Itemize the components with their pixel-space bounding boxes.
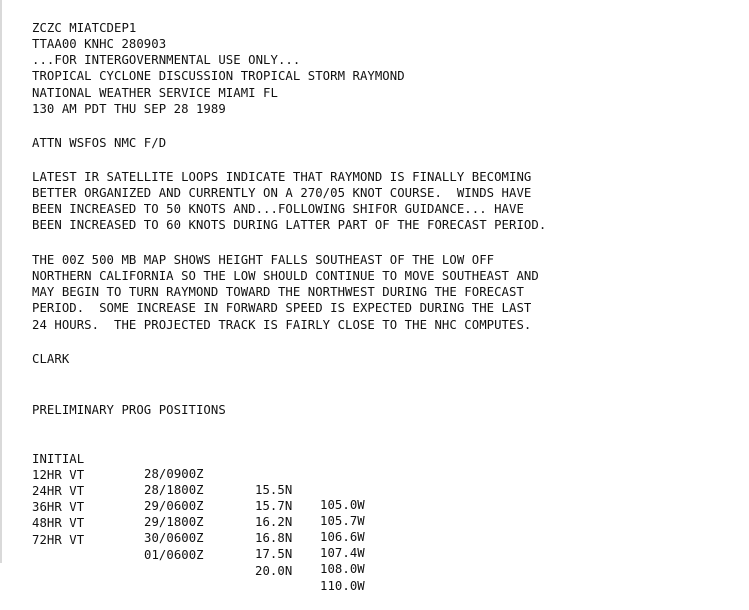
- paragraph-line: THE 00Z 500 MB MAP SHOWS HEIGHT FALLS SOUTHEAST OF THE LOW OFF: [32, 253, 495, 267]
- position-lat: 16.2N: [255, 514, 293, 529]
- header-line: ZCZC MIATCDEP1: [32, 21, 137, 35]
- position-lon: 106.6W: [320, 530, 365, 544]
- paragraph-line: MAY BEGIN TO TURN RAYMOND TOWARD THE NORTHWEST DURING THE FORECAST: [32, 285, 524, 299]
- paragraph-line: BEEN INCREASED TO 60 KNOTS DURING LATTER PART OF THE FORECAST PERIOD.: [32, 218, 547, 232]
- paragraph-line: NORTHERN CALIFORNIA SO THE LOW SHOULD CONTINUE TO MOVE SOUTHEAST AND: [32, 269, 539, 283]
- page-edge: [0, 0, 2, 563]
- position-time: 30/0600Z: [144, 531, 204, 545]
- position-lon: 110.0W: [320, 579, 365, 593]
- position-lon: 105.7W: [320, 514, 365, 528]
- paragraph-line: LATEST IR SATELLITE LOOPS INDICATE THAT RAYMOND IS FINALLY BECOMING: [32, 170, 532, 184]
- header-line: NATIONAL WEATHER SERVICE MIAMI FL: [32, 86, 278, 100]
- position-lon: 107.4W: [320, 546, 365, 560]
- paragraph-line: BEEN INCREASED TO 50 KNOTS AND...FOLLOWING SHIFOR GUIDANCE... HAVE: [32, 202, 524, 216]
- position-label: 72HR VT: [32, 532, 85, 547]
- position-lat: 15.5N: [255, 482, 293, 497]
- position-lon: 105.0W: [320, 498, 365, 512]
- position-lat: 17.5N: [255, 546, 293, 561]
- position-label: 24HR VT: [32, 483, 85, 498]
- position-lon: 108.0W: [320, 562, 365, 576]
- header-line: TTAA00 KNHC 280903: [32, 37, 167, 51]
- position-time: 28/0900Z: [144, 467, 204, 481]
- paragraph-line: BETTER ORGANIZED AND CURRENTLY ON A 270/05 KNOT COURSE. WINDS HAVE: [32, 186, 532, 200]
- paragraph-line: 24 HOURS. THE PROJECTED TRACK IS FAIRLY CLOSE TO THE NHC COMPUTES.: [32, 318, 532, 332]
- position-time: 29/1800Z: [144, 515, 204, 529]
- position-time: 01/0600Z: [144, 548, 204, 562]
- position-label: INITIAL: [32, 451, 85, 466]
- header-line: TROPICAL CYCLONE DISCUSSION TROPICAL STORM RAYMOND: [32, 69, 405, 83]
- position-lat: 20.0N: [255, 563, 293, 578]
- header-line: ...FOR INTERGOVERNMENTAL USE ONLY...: [32, 53, 301, 67]
- position-lat: 16.8N: [255, 530, 293, 545]
- position-time: 28/1800Z: [144, 483, 204, 497]
- signature: CLARK: [32, 352, 70, 366]
- attn-line: ATTN WSFOS NMC F/D: [32, 136, 167, 150]
- position-label: 36HR VT: [32, 499, 85, 514]
- header-line: 130 AM PDT THU SEP 28 1989: [32, 102, 226, 116]
- position-lat: 15.7N: [255, 498, 293, 513]
- position-time: 29/0600Z: [144, 499, 204, 513]
- paragraph-line: PERIOD. SOME INCREASE IN FORWARD SPEED IS EXPECTED DURING THE LAST: [32, 301, 532, 315]
- position-label: 12HR VT: [32, 467, 85, 482]
- position-label: 48HR VT: [32, 515, 85, 530]
- positions-title: PRELIMINARY PROG POSITIONS: [32, 403, 226, 417]
